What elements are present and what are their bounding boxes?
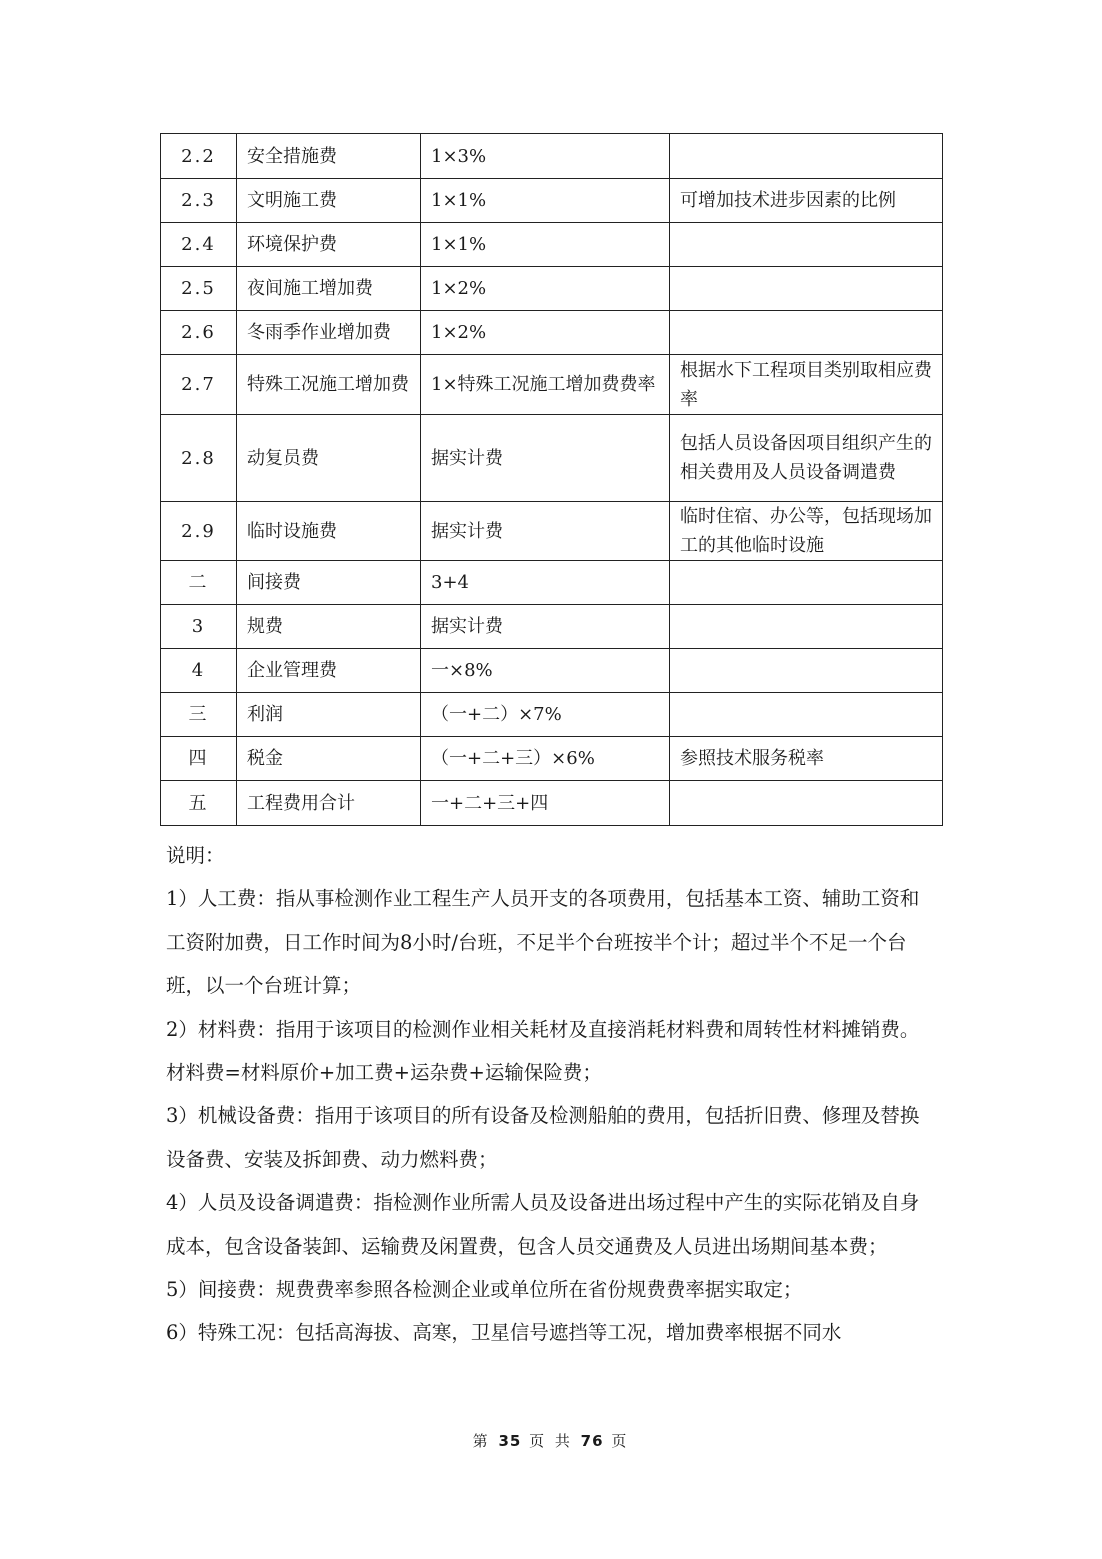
page-footer: [0, 1430, 1102, 1451]
row-number: 2.7: [161, 355, 237, 415]
row-number: 3: [161, 605, 237, 649]
note-item: 6）特殊工况：包括高海拔、高寒，卫星信号遮挡等工况，增加费率根据不同水: [166, 1321, 842, 1345]
fee-formula: 1×3%: [421, 134, 670, 179]
fee-note: 可增加技术进步因素的比例: [670, 179, 943, 223]
table-row: [161, 737, 943, 781]
fee-note: [670, 561, 943, 605]
table-row: [161, 693, 943, 737]
fee-note: [670, 781, 943, 826]
footer-prefix: 第: [472, 1432, 491, 1450]
explanation-notes: [166, 834, 934, 1355]
fee-formula: 1×1%: [421, 223, 670, 267]
fee-name: 企业管理费: [237, 649, 421, 693]
fee-formula: 一×8%: [421, 649, 670, 693]
table-row: [161, 179, 943, 223]
fee-name: 特殊工况施工增加费: [237, 355, 421, 415]
row-number: 2.4: [161, 223, 237, 267]
table-row: [161, 223, 943, 267]
note-item: 2）材料费：指用于该项目的检测作业相关耗材及直接消耗材料费和周转性材料摊销费。材料费=材料原价+加工费+运杂费+运输保险费；: [166, 1017, 920, 1085]
fee-note: [670, 267, 943, 311]
fee-note: [670, 311, 943, 355]
fee-name: 间接费: [237, 561, 421, 605]
fee-formula: 1×1%: [421, 179, 670, 223]
row-number: 四: [161, 737, 237, 781]
fee-note: 临时住宿、办公等，包括现场加工的其他临时设施: [670, 502, 943, 561]
fee-note: 根据水下工程项目类别取相应费率: [670, 355, 943, 415]
note-item: 3）机械设备费：指用于该项目的所有设备及检测船舶的费用，包括折旧费、修理及替换设备费、安装及拆卸费、动力燃料费；: [166, 1104, 920, 1171]
fee-name: 安全措施费: [237, 134, 421, 179]
row-number: 二: [161, 561, 237, 605]
row-number: 三: [161, 693, 237, 737]
row-number: 2.3: [161, 179, 237, 223]
fee-note: [670, 649, 943, 693]
fee-name: 临时设施费: [237, 502, 421, 561]
fee-name: 规费: [237, 605, 421, 649]
fee-name: 税金: [237, 737, 421, 781]
fee-name: 文明施工费: [237, 179, 421, 223]
row-number: 4: [161, 649, 237, 693]
fee-formula: 1×特殊工况施工增加费费率: [421, 355, 670, 415]
row-number: 2.2: [161, 134, 237, 179]
table-row: [161, 649, 943, 693]
fee-formula: 据实计费: [421, 415, 670, 502]
fee-name: 夜间施工增加费: [237, 267, 421, 311]
fee-formula: 一+二+三+四: [421, 781, 670, 826]
row-number: 五: [161, 781, 237, 826]
notes-heading: 说明：: [166, 844, 225, 867]
note-item: 4）人员及设备调遣费：指检测作业所需人员及设备进出场过程中产生的实际花销及自身成本，包含设备装卸、运输费及闲置费，包含人员交通费及人员进出场期间基本费；: [166, 1191, 920, 1258]
fee-formula: 据实计费: [421, 605, 670, 649]
fee-note: [670, 693, 943, 737]
fee-note: 参照技术服务税率: [670, 737, 943, 781]
fee-table: [160, 133, 943, 826]
note-item: 5）间接费：规费费率参照各检测企业或单位所在省份规费费率据实取定；: [166, 1278, 803, 1302]
fee-formula: 据实计费: [421, 502, 670, 561]
fee-formula: （一+二）×7%: [421, 693, 670, 737]
table-row: [161, 502, 943, 561]
fee-note: [670, 134, 943, 179]
table-row: [161, 267, 943, 311]
table-row: [161, 355, 943, 415]
fee-name: 动复员费: [237, 415, 421, 502]
fee-name: 环境保护费: [237, 223, 421, 267]
note-item: 1）人工费：指从事检测作业工程生产人员开支的各项费用，包括基本工资、辅助工资和工资附加费，日工作时间为8小时/台班，不足半个台班按半个计；超过半个不足一个台班，以一个台班计算；: [166, 887, 920, 998]
fee-note: 包括人员设备因项目组织产生的相关费用及人员设备调遣费: [670, 415, 943, 502]
footer-middle: 页 共: [529, 1432, 573, 1450]
row-number: 2.5: [161, 267, 237, 311]
footer-suffix: 页: [611, 1432, 630, 1450]
table-row: [161, 605, 943, 649]
table-row: [161, 561, 943, 605]
table-row: [161, 415, 943, 502]
row-number: 2.8: [161, 415, 237, 502]
current-page-number: 35: [498, 1432, 522, 1450]
fee-name: 利润: [237, 693, 421, 737]
fee-note: [670, 223, 943, 267]
table-row: [161, 134, 943, 179]
fee-note: [670, 605, 943, 649]
fee-formula: 1×2%: [421, 267, 670, 311]
total-page-number: 76: [580, 1432, 604, 1450]
table-row: [161, 781, 943, 826]
fee-formula: 3+4: [421, 561, 670, 605]
fee-name: 冬雨季作业增加费: [237, 311, 421, 355]
fee-formula: （一+二+三）×6%: [421, 737, 670, 781]
fee-formula: 1×2%: [421, 311, 670, 355]
table-row: [161, 311, 943, 355]
row-number: 2.9: [161, 502, 237, 561]
row-number: 2.6: [161, 311, 237, 355]
fee-name: 工程费用合计: [237, 781, 421, 826]
